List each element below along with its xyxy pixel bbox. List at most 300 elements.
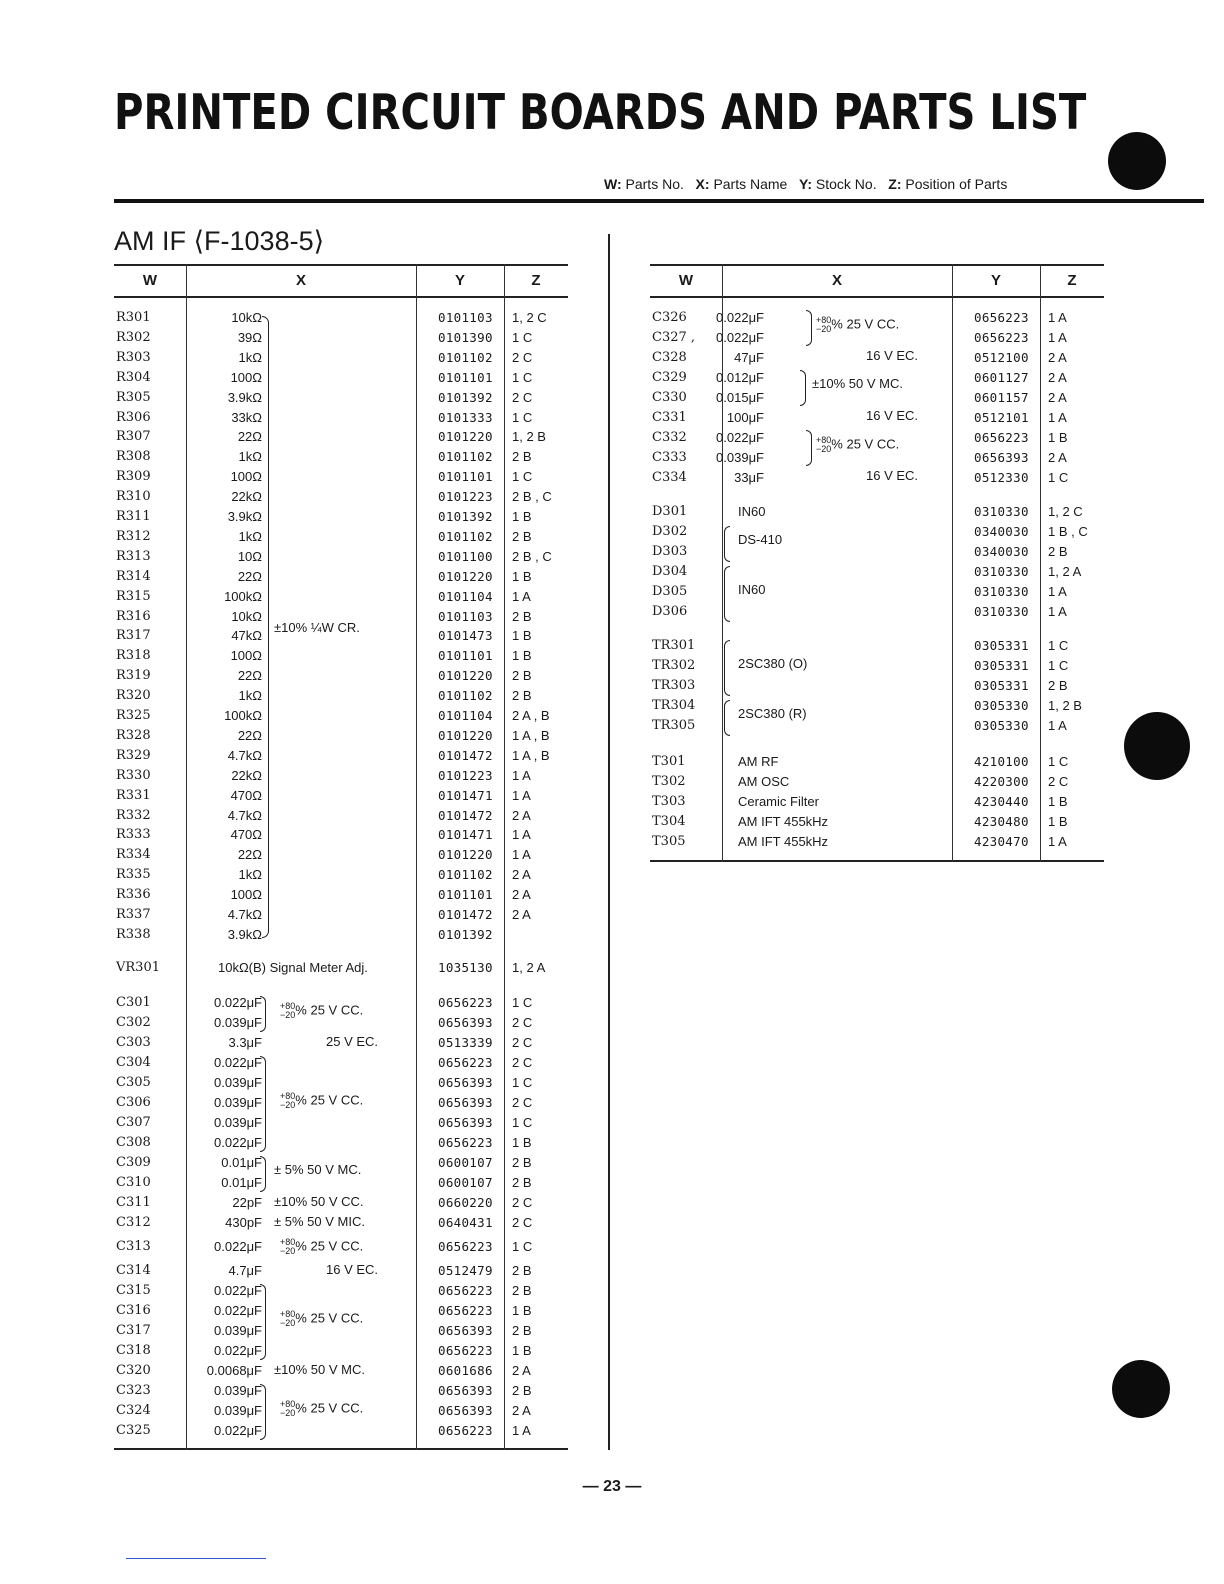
stock-number: 0656223 — [974, 430, 1029, 445]
part-name: 0.022μF — [214, 995, 262, 1010]
part-number: R305 — [116, 389, 151, 405]
stock-number: 0310330 — [974, 604, 1029, 619]
part-position: 1 B — [512, 648, 532, 664]
table-row — [114, 1401, 568, 1421]
part-name: 1kΩ — [238, 449, 262, 465]
table-row — [114, 487, 568, 507]
table-row — [114, 686, 568, 706]
stock-number: 0512479 — [438, 1263, 493, 1278]
part-position: 1 C — [1048, 470, 1069, 485]
table-row — [114, 845, 568, 865]
table-row — [114, 408, 568, 428]
stock-number: 4220300 — [974, 774, 1029, 789]
part-number: C329 — [652, 370, 687, 385]
header-rule — [114, 199, 1204, 203]
table-row — [650, 468, 1104, 488]
stock-number: 0101104 — [438, 588, 493, 604]
part-name: 39Ω — [237, 329, 262, 345]
header-w: W — [142, 272, 158, 289]
part-position: 2 A — [1048, 350, 1067, 365]
stock-number: 0101104 — [438, 708, 493, 723]
d302-d303-spec: DS-410 — [738, 532, 783, 547]
part-name: 22Ω — [237, 668, 262, 684]
stock-number: 0101101 — [438, 887, 493, 903]
stock-number: 0656223 — [438, 1283, 493, 1298]
part-number: R328 — [116, 727, 151, 743]
part-position: 2 A — [1048, 390, 1067, 405]
part-position: 2 C — [512, 1015, 533, 1030]
part-number: R306 — [116, 409, 151, 425]
part-number: R330 — [116, 767, 151, 783]
part-position: 1, 2 A — [512, 960, 546, 975]
part-name: 22Ω — [237, 727, 262, 743]
stock-number: 0101392 — [438, 926, 493, 942]
c331-spec: 16 V EC. — [866, 408, 919, 423]
table-row — [114, 726, 568, 746]
stock-number: 0101101 — [438, 469, 493, 485]
c304-c308-spec: +80 −20% 25 V CC. — [280, 1091, 364, 1110]
part-position: 2 C — [512, 1095, 533, 1110]
left-parts-table — [114, 264, 568, 1452]
table-row — [114, 865, 568, 885]
part-number: R312 — [116, 528, 151, 544]
part-position: 1 A — [512, 847, 531, 863]
part-position: 2 B — [1048, 544, 1068, 559]
part-number: R333 — [116, 827, 151, 843]
stock-number: 0305330 — [974, 718, 1029, 733]
part-name: 22Ω — [237, 429, 262, 445]
stock-number: 0101390 — [438, 329, 493, 345]
column-divider — [608, 234, 610, 1450]
part-name: 10kΩ — [231, 310, 262, 325]
c311-spec: ±10% 50 V CC. — [274, 1194, 364, 1209]
part-position: 2 A — [512, 1403, 531, 1418]
part-position: 2 B — [512, 688, 532, 704]
part-number: TR305 — [652, 718, 696, 733]
part-number: R310 — [116, 489, 151, 505]
header-y: Y — [454, 272, 465, 289]
table-row — [114, 567, 568, 587]
stock-number: 4230440 — [974, 794, 1029, 809]
table-row — [114, 1193, 568, 1213]
part-position: 1 A — [1048, 604, 1067, 619]
stock-number: 0101101 — [438, 369, 493, 385]
part-position: 2 B — [512, 528, 532, 544]
c312-spec: ± 5% 50 V MIC. — [274, 1214, 365, 1229]
table-row — [114, 1361, 568, 1381]
part-position: 2 B — [512, 1155, 532, 1170]
table-row — [650, 582, 1104, 602]
part-number: D302 — [652, 524, 688, 539]
part-name: 33μF — [734, 470, 764, 485]
part-position: 1 C — [1048, 638, 1069, 653]
stock-number: 0101103 — [438, 310, 493, 325]
table-row — [650, 428, 1104, 448]
stock-number: 4230480 — [974, 814, 1029, 829]
part-number: C325 — [116, 1423, 151, 1438]
part-position: 1 A — [512, 767, 531, 783]
part-position: 1, 2 B — [1048, 698, 1082, 713]
part-number: R331 — [116, 787, 151, 803]
part-number: C304 — [116, 1055, 151, 1070]
table-bottom-rule — [650, 860, 1104, 862]
stock-number: 0601127 — [974, 370, 1029, 385]
stock-number: 0656393 — [438, 1095, 493, 1110]
part-number: C326 — [652, 310, 687, 325]
table-row — [650, 522, 1104, 542]
part-position: 2 B — [512, 1283, 532, 1298]
table-row — [114, 646, 568, 666]
table-row — [114, 328, 568, 348]
part-name: 1kΩ — [238, 688, 262, 704]
part-name: 0.022μF — [716, 310, 764, 325]
part-name: 430pF — [225, 1215, 262, 1230]
part-name: 22Ω — [237, 568, 262, 584]
part-number: R309 — [116, 469, 151, 485]
c315-c318-spec: +80 −20% 25 V CC. — [280, 1309, 364, 1328]
table-row — [114, 993, 568, 1013]
part-name: 47kΩ — [231, 628, 262, 644]
stock-number: 0101471 — [438, 787, 493, 803]
part-name: 0.022μF — [214, 1135, 262, 1150]
part-name: 0.022μF — [214, 1239, 262, 1254]
part-number: R320 — [116, 688, 151, 704]
part-name: 3.3μF — [228, 1035, 262, 1050]
part-number: C303 — [116, 1035, 151, 1050]
table-row — [114, 1133, 568, 1153]
header-z: Z — [1067, 272, 1077, 289]
part-position: 1 A , B — [512, 747, 550, 763]
table-row — [114, 1261, 568, 1281]
part-position: 1 A — [512, 1423, 531, 1438]
part-position: 1 C — [1048, 658, 1069, 673]
part-number: R336 — [116, 887, 151, 903]
table-row — [650, 792, 1104, 812]
part-name: 4.7kΩ — [227, 747, 262, 763]
part-number: R313 — [116, 548, 151, 564]
table-row — [114, 1237, 568, 1257]
part-name: 10kΩ — [231, 608, 262, 624]
table-bottom-rule — [114, 1448, 568, 1450]
c334-spec: 16 V EC. — [866, 468, 919, 483]
part-number: C317 — [116, 1323, 151, 1338]
part-name: 0.022μF — [716, 430, 764, 445]
stock-number: 0512100 — [974, 350, 1029, 365]
table-row — [650, 542, 1104, 562]
part-name: 0.039μF — [716, 450, 764, 465]
stock-number: 0101333 — [438, 409, 493, 425]
part-name: 0.015μF — [716, 390, 764, 405]
table-row — [114, 1341, 568, 1361]
table-row — [114, 587, 568, 607]
stock-number: 0656223 — [438, 1239, 493, 1254]
part-number: R315 — [116, 588, 151, 604]
part-number: C327 , — [652, 330, 696, 345]
part-number: D305 — [652, 584, 688, 599]
part-name: 1kΩ — [238, 349, 262, 365]
stock-number: 0656393 — [438, 1115, 493, 1130]
part-position: 2 A — [512, 867, 531, 883]
table-row — [114, 527, 568, 547]
c328-spec: 16 V EC. — [866, 348, 919, 363]
part-position: 2 A — [1048, 370, 1067, 385]
part-name: 1kΩ — [238, 867, 262, 883]
part-number: T301 — [652, 754, 686, 769]
part-name: 33kΩ — [231, 409, 262, 425]
part-name: 3.9kΩ — [227, 926, 262, 942]
c332-c333-spec: +80 −20% 25 V CC. — [816, 435, 900, 454]
stock-number: 0656393 — [438, 1383, 493, 1398]
part-position: 2 B — [512, 449, 532, 465]
stock-number: 0656223 — [438, 1303, 493, 1318]
part-number: R332 — [116, 807, 151, 823]
stock-number: 0656393 — [438, 1403, 493, 1418]
table-row — [114, 1073, 568, 1093]
part-position: 1 C — [512, 369, 533, 385]
part-name: 0.039μF — [214, 1115, 262, 1130]
stock-number: 0656223 — [974, 310, 1029, 325]
part-number: C308 — [116, 1135, 151, 1150]
part-number: R304 — [116, 369, 151, 385]
part-position: 2 B — [512, 668, 532, 684]
part-position: 2 A — [512, 887, 531, 903]
stock-number: 0656393 — [438, 1075, 493, 1090]
part-position: 2 B — [512, 1323, 532, 1338]
c329-c330-spec: ±10% 50 V MC. — [812, 376, 903, 391]
part-position: 2 A — [512, 907, 531, 922]
part-number: C315 — [116, 1283, 151, 1298]
part-position: 1 B — [1048, 794, 1068, 809]
binder-hole-bottom — [1112, 1360, 1170, 1418]
table-row — [114, 1173, 568, 1193]
stock-number: 0601157 — [974, 390, 1029, 405]
part-position: 1, 2 C — [1048, 504, 1083, 519]
header-x: X — [831, 272, 842, 289]
stock-number: 0101471 — [438, 827, 493, 843]
stock-number: 0656393 — [438, 1323, 493, 1338]
part-position: 1, 2 C — [512, 310, 547, 325]
stock-number: 0101472 — [438, 807, 493, 823]
table-row — [114, 905, 568, 925]
header-z: Z — [531, 272, 541, 289]
part-position: 2 C — [512, 1035, 533, 1050]
part-number: C324 — [116, 1403, 151, 1418]
d304-d306-spec: IN60 — [738, 582, 766, 597]
part-position: 1 B — [512, 509, 532, 524]
part-number: TR304 — [652, 698, 696, 713]
part-position: 2 B , C — [512, 548, 552, 564]
table-row — [114, 626, 568, 646]
part-number: R325 — [116, 708, 151, 723]
table-row — [650, 812, 1104, 832]
part-name: 0.022μF — [214, 1303, 262, 1318]
stock-number: 0305331 — [974, 638, 1029, 653]
table-row — [650, 448, 1104, 468]
stock-number: 0512330 — [974, 470, 1029, 485]
c320-spec: ±10% 50 V MC. — [274, 1362, 365, 1377]
stock-number: 0101220 — [438, 668, 493, 684]
part-name: 0.039μF — [214, 1015, 262, 1030]
part-number: R317 — [116, 628, 151, 644]
tr301-tr303-spec: 2SC380 (O) — [738, 656, 808, 671]
stock-number: 0101102 — [438, 867, 493, 883]
table-top-rule — [650, 264, 1104, 266]
part-name: 0.01μF — [221, 1155, 262, 1170]
table-row — [114, 607, 568, 627]
part-position: 1 B , C — [1048, 524, 1088, 539]
part-position: 2 C — [512, 389, 533, 405]
binder-hole-top — [1108, 132, 1166, 190]
part-name: 4.7kΩ — [227, 807, 262, 823]
part-position: 1 C — [1048, 754, 1069, 769]
part-name: 3.9kΩ — [227, 509, 262, 524]
part-name: 0.022μF — [716, 330, 764, 345]
stock-number: 0101220 — [438, 568, 493, 584]
part-number: R334 — [116, 847, 151, 863]
table-row — [650, 696, 1104, 716]
part-position: 2 C — [512, 349, 533, 365]
stock-number: 4230470 — [974, 834, 1029, 849]
part-name: Ceramic Filter — [738, 794, 819, 809]
part-name: 0.0068μF — [206, 1363, 262, 1378]
stock-number: 0305331 — [974, 678, 1029, 693]
part-name: 0.022μF — [214, 1055, 262, 1070]
stock-number: 0656223 — [438, 995, 493, 1010]
part-number: R337 — [116, 907, 151, 922]
table-row — [114, 1381, 568, 1401]
part-number: C318 — [116, 1343, 151, 1358]
part-number: C331 — [652, 410, 687, 425]
part-name: 100Ω — [230, 369, 262, 385]
table-row — [650, 562, 1104, 582]
part-number: T303 — [652, 794, 686, 809]
part-name: 10kΩ(B) Signal Meter Adj. — [218, 960, 368, 975]
part-position: 1 A — [512, 588, 531, 604]
part-number: C302 — [116, 1015, 151, 1030]
part-position: 1 B — [1048, 814, 1068, 829]
stock-number: 0640431 — [438, 1215, 493, 1230]
part-position: 1 A — [1048, 834, 1067, 849]
table-row — [114, 348, 568, 368]
stock-number: 0101100 — [438, 548, 493, 564]
part-position: 2 B — [512, 1175, 532, 1190]
part-name: 100kΩ — [224, 588, 262, 604]
table-row — [650, 832, 1104, 852]
part-number: D301 — [652, 504, 688, 519]
stock-number: 0101220 — [438, 429, 493, 445]
table-row — [650, 602, 1104, 622]
stock-number: 0101102 — [438, 688, 493, 704]
part-position: 1 B — [512, 628, 532, 644]
part-position: 1 B — [1048, 430, 1068, 445]
part-name: 0.039μF — [214, 1383, 262, 1398]
part-position: 1, 2 A — [1048, 564, 1082, 579]
part-position: 1 C — [512, 469, 533, 485]
column-legend: W: Parts No. X: Parts Name Y: Stock No. Z: Position of Parts — [604, 176, 1008, 192]
stock-number: 0600107 — [438, 1175, 493, 1190]
table-row — [114, 427, 568, 447]
part-name: 100Ω — [230, 469, 262, 485]
part-number: R338 — [116, 926, 151, 942]
stock-number: 0101223 — [438, 489, 493, 505]
stock-number: 0660220 — [438, 1195, 493, 1210]
part-name: AM IFT 455kHz — [738, 814, 829, 829]
table-row — [114, 746, 568, 766]
part-name: 0.012μF — [716, 370, 764, 385]
part-number: R303 — [116, 349, 151, 365]
part-number: TR302 — [652, 658, 696, 673]
part-number: R307 — [116, 429, 151, 445]
table-row — [114, 825, 568, 845]
part-number: C334 — [652, 470, 687, 485]
stock-number: 0101102 — [438, 349, 493, 365]
header-w: W — [678, 272, 694, 289]
part-number: C305 — [116, 1075, 151, 1090]
part-position: 2 C — [512, 1195, 533, 1210]
part-position: 1 A — [1048, 718, 1067, 733]
part-number: R311 — [116, 509, 151, 524]
part-number: C309 — [116, 1155, 151, 1170]
stock-number: 0101392 — [438, 389, 493, 405]
part-position: 2 B — [1048, 678, 1068, 693]
footer-underline — [126, 1558, 266, 1559]
part-number: R319 — [116, 668, 151, 684]
table-row — [650, 388, 1104, 408]
part-position: 1 A — [512, 827, 531, 843]
table-row — [114, 786, 568, 806]
header-y: Y — [990, 272, 1001, 289]
table-row — [650, 656, 1104, 676]
stock-number: 0310330 — [974, 584, 1029, 599]
part-number: R301 — [116, 310, 151, 325]
part-number: R302 — [116, 329, 151, 345]
part-name: AM OSC — [738, 774, 790, 789]
part-position: 1 B — [512, 568, 532, 584]
table-row — [114, 706, 568, 726]
part-name: 3.9kΩ — [227, 389, 262, 405]
table-row — [650, 636, 1104, 656]
part-name: 10Ω — [237, 548, 262, 564]
stock-number: 0101103 — [438, 608, 493, 624]
part-number: R316 — [116, 608, 151, 624]
stock-number: 0101102 — [438, 528, 493, 544]
part-position: 2 B — [512, 1383, 532, 1398]
part-number: C311 — [116, 1195, 151, 1210]
part-position: 1 A — [1048, 330, 1067, 345]
stock-number: 0310330 — [974, 504, 1029, 519]
part-name: 0.022μF — [214, 1343, 262, 1358]
stock-number: 0656223 — [438, 1135, 493, 1150]
part-name: 4.7kΩ — [227, 907, 262, 922]
part-position: 2 A , B — [512, 708, 550, 723]
part-name: 100Ω — [230, 887, 262, 903]
stock-number: 0656223 — [438, 1423, 493, 1438]
part-position: 2 A — [512, 807, 531, 823]
right-parts-table — [650, 264, 1104, 864]
table-row — [114, 666, 568, 686]
part-number: R314 — [116, 568, 151, 584]
part-number: C313 — [116, 1239, 151, 1254]
part-position: 2 C — [512, 1215, 533, 1230]
part-name: 0.039μF — [214, 1403, 262, 1418]
part-number: C301 — [116, 995, 151, 1010]
table-row — [114, 1053, 568, 1073]
stock-number: 0512101 — [974, 410, 1029, 425]
stock-number: 0656223 — [974, 330, 1029, 345]
table-row — [114, 1093, 568, 1113]
stock-number: 0101472 — [438, 907, 493, 922]
table-row — [650, 772, 1104, 792]
